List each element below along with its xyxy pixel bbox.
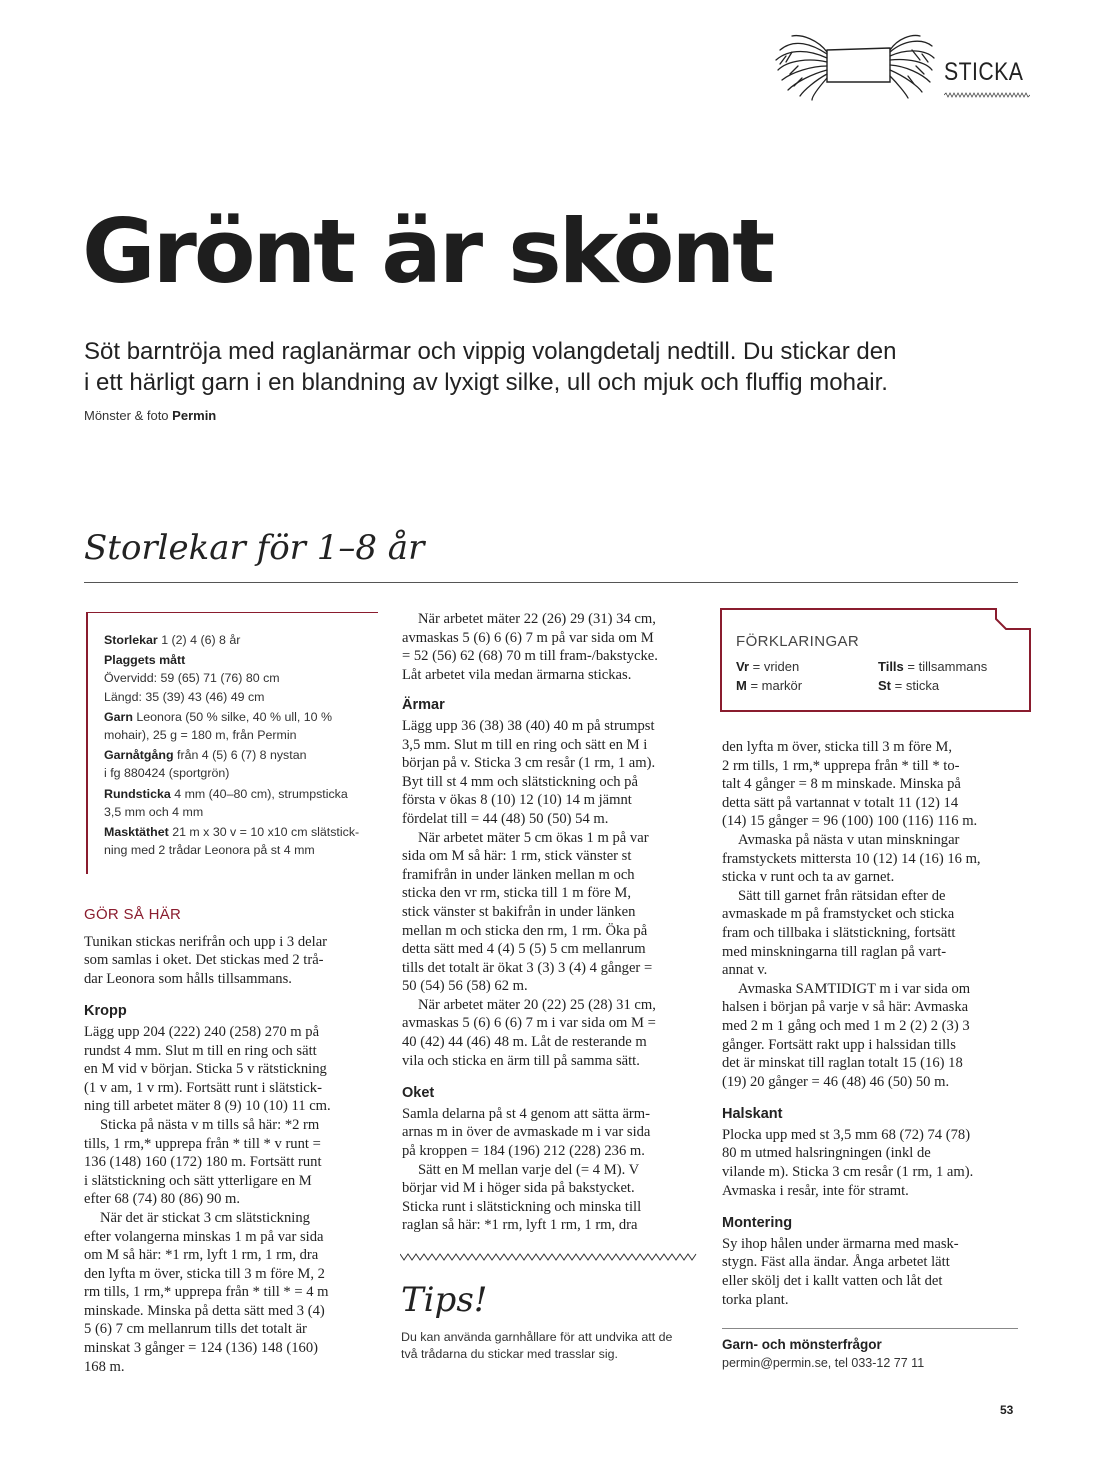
body-line: ning till arbetet mäter 8 (9) 10 (10) 11 cm.	[84, 1098, 331, 1115]
assembly-heading: Montering	[722, 1215, 793, 1232]
body-line: raglan så här: *1 rm, lyft 1 rm, 1 rm, dra	[402, 1217, 638, 1234]
body-line: det är minskat till raglan totalt 15 (16) 18	[722, 1055, 963, 1072]
neck-heading: Halskant	[722, 1106, 783, 1123]
lead-line: i ett härligt garn i en blandning av lyxigt silke, ull och mjuk och fluffig mohair.	[84, 369, 888, 396]
yoke-heading: Oket	[402, 1085, 435, 1102]
section-label: STICKA	[944, 58, 1024, 86]
body-line: talt 4 gånger = 8 m minskade. Minska på	[722, 776, 961, 793]
body-line: gånger. Fortsätt rakt upp i halssidan tills	[722, 1036, 956, 1053]
body-line: detta sätt på vartannat v totalt 11 (12) 14	[722, 794, 959, 811]
body-line: sida om M så här: 1 rm, stick vänster st	[402, 848, 632, 865]
body-line: Sy ihop hålen under ärmarna med mask-	[722, 1235, 959, 1252]
body-line: med 2 m 1 gång och med 1 m 2 (2) 2 (3) 3	[722, 1017, 970, 1034]
body-line: mellan m och sticka den rm, 1 rm. Öka på	[402, 922, 648, 939]
how-to-heading: GÖR SÅ HÄR	[84, 906, 182, 923]
body-line: början på v. Sticka 3 cm resår (1 rm, 1 am).	[402, 755, 656, 772]
body-line: Sticka runt i slätstickning och minska till	[402, 1198, 642, 1215]
tips-title: Tips!	[401, 1280, 488, 1320]
body-line: Låt arbetet vila medan ärmarna stickas.	[402, 666, 632, 683]
body-line: avmaskade m på framstycket och sticka	[722, 906, 955, 923]
materials-box	[86, 612, 378, 874]
body-line: 2 rm tills, 1 rm,* upprepa från * till * to-	[722, 757, 960, 774]
tips-text	[401, 1329, 701, 1363]
tips-line: Du kan använda garnhållare för att undvika att de	[401, 1330, 673, 1344]
body-line: Plocka upp med st 3,5 mm 68 (72) 74 (78)	[722, 1126, 971, 1143]
body-line: efter volangerna minskas 1 m på var sida	[84, 1228, 324, 1245]
body-line: tills det totalt är ökat 3 (3) 3 (4) 4 gånger =	[402, 959, 653, 976]
article-title: Grönt är skönt	[82, 200, 773, 303]
yarn-skein-icon	[772, 32, 937, 104]
body-line: fram och tillbaka i slätstickning, fortsätt	[722, 924, 956, 941]
questions-title: Garn- och mönsterfrågor	[722, 1337, 882, 1352]
body-line: (1 v am, 1 v rm). Fortsätt runt i slätstick-	[84, 1079, 322, 1096]
body-line: minskat 3 gånger = 124 (136) 148 (160)	[84, 1340, 318, 1357]
abbreviations-list	[736, 657, 1026, 695]
column-3	[722, 738, 1022, 1309]
body-line: Avmaska SAMTIDIGT m i var sida om	[738, 980, 971, 997]
abbr-item: M = markör	[736, 678, 803, 693]
body-line: 136 (148) 160 (172) 180 m. Fortsätt runt	[84, 1154, 322, 1171]
body-line: sticka den vr rm, sticka till 1 m före M,	[402, 885, 631, 902]
sizes-script-heading: Storlekar för 1–8 år	[84, 528, 425, 568]
body-line: avmaskas 5 (6) 6 (6) 7 m i var sida om M =	[402, 1015, 656, 1032]
body-line: den lyfta m över, sticka till 3 m före M, 2	[84, 1265, 325, 1282]
body-line: framstyckets mittersta 10 (12) 14 (16) 16 m,	[722, 850, 981, 867]
body-line: 80 m utmed halsringningen (inkl de	[722, 1145, 931, 1162]
body-line: avmaskas 5 (6) 6 (6) 7 m på var sida om M	[402, 629, 654, 646]
body-line: den lyfta m över, sticka till 3 m före M,	[722, 739, 953, 755]
credit-name: Permin	[172, 408, 217, 423]
body-line: Lägg upp 36 (38) 38 (40) 40 m på strumpst	[402, 717, 655, 734]
tips-zigzag-divider	[400, 1252, 698, 1262]
body-line: Sticka på nästa v m tills så här: *2 rm	[100, 1116, 320, 1133]
column-1	[84, 906, 380, 1376]
body-line: första v ökas 8 (10) 12 (10) 14 m jämnt	[402, 792, 632, 809]
body-line: stygn. Fäst alla ändar. Ånga arbetet lätt	[722, 1254, 950, 1271]
body-line: på kroppen = 184 (196) 212 (228) 236 m.	[402, 1143, 645, 1160]
tips-line: två trådarna du stickar med trasslar sig.	[401, 1347, 618, 1361]
body-line: Lägg upp 204 (222) 240 (258) 270 m på	[84, 1023, 320, 1040]
measurements-item: Plaggets mått Övervidd: 59 (65) 71 (76) 80 cm Längd: 35 (39) 43 (46) 49 cm	[104, 653, 280, 704]
needle-item: Rundsticka 4 mm (40–80 cm), strumpsticka 3,5 mm och 4 mm	[104, 786, 348, 819]
zigzag-rule	[944, 92, 1030, 98]
sleeves-heading: Ärmar	[402, 697, 445, 714]
abbr-item: St = sticka	[878, 678, 940, 693]
abbr-item: Tills = tillsammans	[878, 659, 988, 674]
body-line: 168 m.	[84, 1358, 125, 1375]
body-line: = 52 (56) 62 (68) 70 m till fram-/bakstycke.	[402, 648, 658, 665]
body-line: fördelat till = 44 (48) 50 (50) 54 m.	[402, 810, 609, 827]
body-line: framifrån in under länken mellan m och	[402, 866, 635, 883]
body-line: stick vänster st bakifrån in under länken	[402, 903, 636, 920]
body-line: om M så här: *1 rm, lyft 1 rm, 1 rm, dra	[84, 1247, 319, 1264]
body-line: 5 (6) 7 cm mellanrum tills det totalt är	[84, 1321, 307, 1338]
credit-label: Mönster & foto	[84, 408, 169, 423]
body-line: efter 68 (74) 80 (86) 90 m.	[84, 1191, 241, 1208]
body-line: Sätt till garnet från rätsidan efter de	[738, 887, 946, 904]
body-line: rm tills, 1 rm,* upprepa från * till * = 4 m	[84, 1284, 329, 1301]
questions-divider	[722, 1328, 1018, 1329]
body-line: rundst 4 mm. Slut m till en ring och sätt	[84, 1042, 317, 1059]
body-line: När det är stickat 3 cm slätstickning	[100, 1209, 310, 1226]
intro-line: Tunikan stickas nerifrån och upp i 3 delar	[84, 933, 328, 950]
intro-line: som samlas i oket. Det stickas med 2 trå-	[84, 952, 324, 969]
body-line: Avmaska på nästa v utan minskningar	[738, 831, 960, 848]
body-line: minskade. Minska på detta sätt med 3 (4)	[84, 1302, 325, 1319]
body-line: börjar vid M i höger sida på bakstycket.	[402, 1180, 635, 1197]
yarn-consumption-item: Garnåtgång från 4 (5) 6 (7) 8 nystan i fg 880424 (sportgrön)	[104, 748, 307, 781]
gauge-item: Masktäthet 21 m x 30 v = 10 x10 cm slätstick- ning med 2 trådar Leonora på st 4 mm	[104, 825, 360, 858]
body-line: När arbetet mäter 22 (26) 29 (31) 34 cm,	[418, 611, 656, 627]
body-line: en M vid v början. Sticka 5 v rätstickning	[84, 1061, 327, 1078]
body-line: Byt till st 4 mm och slätstickning och på	[402, 773, 638, 790]
questions-contact[interactable]: permin@permin.se, tel 033-12 77 11	[722, 1356, 925, 1370]
body-line: arnas m in över de avmaskade m i var sida	[402, 1124, 651, 1141]
body-line: i slätstickning och sätt ytterligare en M	[84, 1172, 312, 1189]
body-line: När arbetet mäter 20 (22) 25 (28) 31 cm,	[418, 996, 656, 1013]
yarn-item: Garn Leonora (50 % silke, 40 % ull, 10 % mohair), 25 g = 180 m, från Permin	[104, 709, 332, 743]
sizes-item: Storlekar 1 (2) 4 (6) 8 år	[104, 633, 241, 647]
body-line: halsen i början på varje v så här: Avmaska	[722, 999, 969, 1016]
column-2	[402, 610, 702, 1235]
body-line: eller skölj det i kallt vatten och låt det	[722, 1273, 943, 1290]
body-line: 40 (42) 44 (46) 48 m. Låt de resterande m	[402, 1034, 647, 1051]
body-line: (19) 20 gånger = 46 (48) 46 (50) 50 m.	[722, 1073, 950, 1090]
page-number: 53	[1000, 1403, 1014, 1417]
body-line: Sätt en M mellan varje del (= 4 M). V	[418, 1161, 640, 1178]
body-line: vila och sticka en ärm till på samma sätt.	[402, 1052, 640, 1069]
article-lead	[84, 336, 1044, 398]
body-heading: Kropp	[84, 1003, 127, 1020]
body-line: sticka v runt och ta av garnet.	[722, 869, 895, 886]
body-line: annat v.	[722, 962, 768, 979]
body-line: tills, 1 rm,* upprepa från * till * v runt =	[84, 1135, 321, 1152]
body-line: 50 (54) 56 (58) 62 m.	[402, 978, 528, 995]
body-line: vilande m). Sticka 3 cm resår (1 rm, 1 am).	[722, 1164, 974, 1181]
body-line: När arbetet mäter 5 cm ökas 1 m på var	[418, 829, 649, 846]
abbr-item: Vr = vriden	[736, 659, 800, 674]
heading-divider	[84, 582, 1018, 583]
body-line: (14) 15 gånger = 96 (100) 100 (116) 116 m.	[722, 813, 978, 830]
abbreviations-box	[720, 607, 1032, 712]
photo-credit	[84, 408, 216, 423]
body-line: med minskningarna till raglan på vart-	[722, 943, 947, 960]
abbreviations-title: FÖRKLARINGAR	[736, 633, 860, 650]
lead-line: Söt barntröja med raglanärmar och vippig volangdetalj nedtill. Du stickar den	[84, 338, 897, 365]
body-line: Avmaska i resår, inte för stramt.	[722, 1182, 909, 1199]
body-line: Samla delarna på st 4 genom att sätta ärm-	[402, 1105, 651, 1122]
section-header	[772, 30, 1030, 106]
body-line: detta sätt med 4 (4) 5 (5) 5 cm mellanrum	[402, 941, 646, 958]
body-line: 3,5 mm. Slut m till en ring och sätt en M i	[402, 736, 648, 753]
intro-line: dar Leonora som hålls tillsammans.	[84, 970, 292, 987]
body-line: torka plant.	[722, 1291, 789, 1308]
